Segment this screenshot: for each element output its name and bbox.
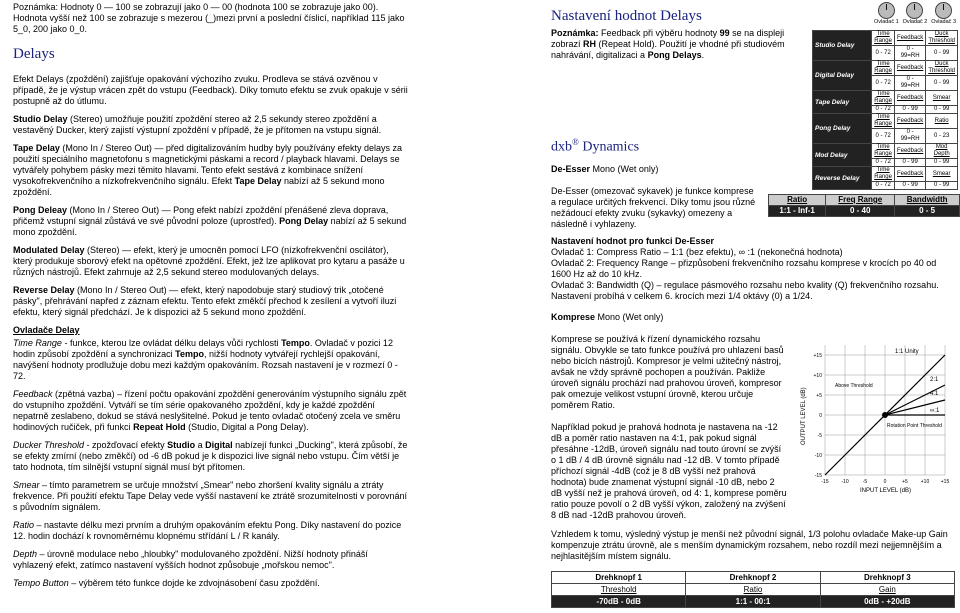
reverse-delay-paragraph: Reverse Delay (Mono In / Stereo Out) — efekt, který napodobuje starý studiový trik „otočené pásky", přehrávání napřed z záznam efektu. Tento efekt změkčí přechod k zesílení a vytvoří iluzi efektu, který signál předchází. Je k dispozici až 5 sekund mono zpoždění. [13,285,397,317]
compressor-knob-table: Drehknopf 1 Drehknopf 2 Drehknopf 3 Threshold Ratio Gain -70dB - 0dB 1:1 - 00:1 0dB - +20dB [551,571,955,608]
delay-param-label: Time Range [872,31,895,46]
knob-icon [935,2,952,19]
delay-param-label: Time Range [872,167,895,182]
delay-param-value: 0 - 99=RH [894,46,925,61]
svg-text:-5: -5 [862,479,868,485]
delays-heading: Delays [13,46,55,62]
delay-param-value: 0 - 99 [894,159,925,167]
left-column [13,0,410,589]
delay-param-value: 0 - 99 [894,106,925,114]
svg-text:-5: -5 [817,433,822,439]
delay-param-label: Smear [926,167,958,182]
delay-param-value: 0 - 99 [926,106,958,114]
svg-text:+15: +15 [813,353,822,359]
delay-table-row [813,144,958,159]
rotation-point [882,412,888,418]
unity-label: 1:1 Unity [895,349,919,355]
compression-graph [795,335,957,495]
studio-delay-term: Studio Delay [13,114,68,124]
delay-param-label: Duck Threshold [926,31,958,46]
delay-param-label: Smear [926,91,958,106]
svg-text:0: 0 [883,479,887,485]
delay-param-value: 0 - 99 [894,182,925,190]
svg-text:-15: -15 [814,473,822,479]
delay-param-value: 0 - 72 [872,106,895,114]
delay-table-row [813,31,958,46]
delay-param-label: Time Range [872,114,895,129]
delays-settings-title: Nastavení hodnot Delays [551,8,702,24]
delays-settings-header: Nastavení hodnot Delays Poznámka: Feedback při výběru hodnoty 99 se na displeji zobrazí RH (Repeat Hold). Použití je vhodné při studiovém nahrávání, digitalizaci a Pong Delays. [551,8,811,61]
deesser-settings: Nastavení hodnot pro funkci De-Esser Ovladač 1: Compress Ratio – 1:1 (bez efektu), ∞ :1 (nekonečná hodnota) Ovladač 2: Frequency Range – přizpůsobení frekvenčního rozsahu komprese v krocích po 40 od 1600 Hz až do 10 kHz. Ovladač 3: Bandwidth (Q) – regulace pásmového rozsahu nebo kvality (Q) frekvenčního rozsahu. Nastavení probíhá v celkem 6. krocích mezi 1/4 oktávy (0) a 1/24. Komprese Mono (Wet only) [551,236,939,322]
deesser-table: Ratio Freq Range Bandwidth 1:1 - Inf-1 0 - 40 0 - 5 [768,194,960,217]
delay-param-value: 0 - 23 [926,129,958,144]
delay-param-label: Mod Depth [926,144,958,159]
delay-param-label: Ratio [926,114,958,129]
depth-paragraph: Depth – úrovně modulace nebo „hloubky" modulovaného zpoždění. Nižší hodnoty přináší vyhlazený efekt, zatímco nastavení vyšších hodnot způsobuje „mořskou nemoc". [13,549,368,570]
smear-paragraph: Smear – tímto parametrem se určuje množství „Smear" nebo zhoršení kvality signálu a ztráty frekvence. Při použití efektu Tape Delay vede vyšší nastavení ke ztrátě srozumitelnosti v porovnání s původním signálem. [13,480,408,512]
svg-text:Rotation Point Threshold: Rotation Point Threshold [887,423,942,429]
ducker-paragraph: Ducker Threshold - zpožďovací efekty Studio a Digital nabízejí funkci „Ducking", která způsobí, že se efekty zmírní (nebo změkčí) od -6 dB pokud je k dispozici live signál nebo vstupu. Čím větší je tato hodnota, tím silnější vstupní signál musí být přítomen. [13,440,408,472]
tape-delay-paragraph: Tape Delay (Mono In / Stereo Out) — před digitalizováním hudby byly používány efekty delays za použití speciálního magnetofonu s magnetickými páskami a record / playback hlavami. Delays se vytvářely pohybem pásky mezi těmito hlavami. Tento efekt sestává z kombinace snížení vysokofrekvenčního a nízkofrekvenčního signálu. Efekt Tape Delay nabízí až 5 sekund mono zpoždění. [13,143,403,197]
knob-icon [906,2,923,19]
feedback-paragraph: Feedback (zpětná vazba) – řízení počtu opakování zpoždění generováním výstupního signálu zpět do vstupního zpoždění. Vytváří se tím série opakovaného zpoždění, kdy je každé zpoždění nepatrně zeslabeno, dokud se stává neslyšitelné. Pokud je tento ovladač otočený zcela ve směru hodinových ručiček, při funkci Repeat Hold (Studio, Digital a Pong Delay). [13,389,407,432]
delay-table-row [813,91,958,106]
delay-param-value: 0 - 72 [872,76,895,91]
delay-type-label: Digital Delay [813,61,872,91]
pong-delay-paragraph: Pong Deleay (Mono In / Stereo Out) — Pong efekt nabízí zpoždění přenášené zleva doprava, přičemž vstupní signál zůstává ve své původní poloze (uprostřed). Pong Delay nabízí až 5 sekund mono zpoždění. [13,205,407,237]
svg-text:+5: +5 [816,393,822,399]
value-format-note: Poznámka: Hodnoty 0 — 100 se zobrazují jako 0 — 00 (hodnota 100 se zobrazuje jako 00). Hodnota vyšší než 100 se zobrazuje s mezerou (_)mezi první a poslední číslicí, například 115 jako 5_0, 200 jako 0_0. [13,2,405,34]
studio-delay-paragraph: Studio Delay (Stereo) umožňuje použití zpoždění stereo až 2,5 sekundy stereo zpoždění a vestavěný Ducker, který zajistí výstupní zpoždění v případě, že je přítomen na vstupu signál. [13,114,382,135]
knob-icon [878,2,895,19]
knob-labels: Ovladač 1 Ovladač 2 Ovladač 3 [873,19,957,25]
delay-param-label: Feedback [894,61,925,76]
delay-type-label: Reverse Delay [813,167,872,190]
delay-param-label: Time Range [872,144,895,159]
svg-text:Above Threshold: Above Threshold [835,383,873,389]
delay-param-label: Time Range [872,91,895,106]
svg-text:+5: +5 [902,479,908,485]
delay-param-label: Feedback [894,114,925,129]
delay-param-value: 0 - 99 [926,159,958,167]
svg-text:-10: -10 [841,479,849,485]
delay-param-value: 0 - 99 [926,182,958,190]
delay-settings-table [812,30,958,190]
svg-text:2:1: 2:1 [930,377,939,383]
svg-text:+10: +10 [813,373,822,379]
svg-text:4:1: 4:1 [930,391,939,397]
delay-type-label: Tape Delay [813,91,872,114]
delay-param-label: Feedback [894,167,925,182]
delay-settings-figure [812,2,958,190]
delay-param-value: 0 - 99=RH [894,76,925,91]
y-axis-label: OUTPUT LEVEL (dB) [801,387,807,445]
delay-param-value: 0 - 99=RH [894,129,925,144]
delay-param-value: 0 - 72 [872,159,895,167]
delay-param-label: Feedback [894,31,925,46]
x-axis-label: INPUT LEVEL (dB) [860,488,912,494]
delay-param-value: 0 - 72 [872,129,895,144]
delay-param-label: Time Range [872,61,895,76]
delays-intro: Efekt Delays (zpoždění) zajišťuje opakování výchozího zvuku. Prodleva se stává ozvěnou v případě, že je výstup vrácen zpět do vstupu (Feedback). Díky tomuto efektu se zvuk opakuje v sérii postupně až do útlumu. [13,74,408,106]
deesser-intro: De-Esser Mono (Wet only) De-Esser (omezovač sykavek) je funkce komprese a regulace určitých frekvencí. Díky tomu jsou různé nežádoucí efekty zvuku (sykavky) omezeny a následně i vyhlazeny. [551,164,756,229]
knob-row [812,2,958,19]
tempo-button-paragraph: Tempo Button – výběrem této funkce dojde ke zdvojnásobení času zpoždění. [13,578,320,588]
time-range-paragraph: Time Range - funkce, kterou lze ovládat délku delays vůči rychlosti Tempo. Ovladač v pozici 12 hodin způsobí zpoždění a synchronizaci Tempo, nižší hodnoty vytvářejí rychlejší opakování, navýšení hodnoty prodlužuje dobu mezi každým opakováním. Rozsah nastavení je v rozmezí 0 - 72. [13,338,398,381]
delay-type-label: Studio Delay [813,31,872,61]
delay-param-value: 0 - 99 [926,76,958,91]
mod-delay-paragraph: Modulated Delay (Stereo) — efekt, který je umocněn pomocí LFO (nízkofrekvenční oscilátor), který produkuje sborový efekt na opětovné zpoždění. Efekt, jež lze aplikovat pro kytaru a pasáže u různých nástrojů. Efekt zahrnuje až 2,5 sekund stereo modulovaných delays. [13,245,405,277]
komprese-conclusion: Vzhledem k tomu, výsledný výstup je menší než původní signál, 1/3 polohu ovladače Make-up Gain kompenzuje ztrátu úrovně, ale s menším dynamickým rozsahem, nebo rozdíl mezi nejjemnějším a nejhlasitějším místem signálu. [551,529,948,561]
komprese-text: Komprese se používá k řízení dynamického rozsahu signálu. Obvykle se tato funkce používá pro uhlazení basů nebo bicích nástrojů. Kompresor je velmi užitečný nástroj, avšak ne vždy správně pochopen a používán. Pakliže úroveň signálu prochází nad prahovou úroveň, kompresor pak omezuje velikost vstupní úrovně, kterou určuje poměrem Ratio. Například pokud je prahová hodnota je nastavena na -12 dB a poměr ratio nastaven na 4:1, pak pokud signál přesáhne -12dB, úroveň signálu nad touto úrovní se zvýší o 1 dB / 4 dB úrovně signálu nad -12 dB. V tomto případě příchozí signál -4dB (což je 8 dB vyšší než prahová hodnota) bude znamenat výstupní signál -10 dB, nebo 2 dB vyšší než je prahová úroveň, od 4: 1, komprese poměru ratio pouze povolí o 2 dB vyšší výkon, založený na zvýšení 8 dB nad -12dB prahovou úroveň. [551,334,787,520]
delay-param-label: Feedback [894,91,925,106]
svg-text:-10: -10 [814,453,822,459]
svg-text:-15: -15 [821,479,829,485]
ratio-paragraph: Ratio – nastavte délku mezi prvním a druhým opakováním efektu Pong. Díky nastavení do pozice 12. hodin dochází k rovnoměrnému klopnému střídání L / R kanály. [13,520,402,541]
delay-param-label: Duck Threshold [926,61,958,76]
delay-param-value: 0 - 99 [926,46,958,61]
dxb-dynamics-title: dxb® Dynamics [551,137,640,155]
delay-param-label: Feedback [894,144,925,159]
delay-param-value: 0 - 72 [872,182,895,190]
delay-table-row [813,61,958,76]
delay-table-row [813,167,958,182]
delay-type-label: Pong Delay [813,114,872,144]
delay-table-row [813,114,958,129]
svg-text:∞:1: ∞:1 [930,408,940,414]
svg-text:+15: +15 [940,479,950,485]
svg-text:+10: +10 [920,479,930,485]
delay-param-value: 0 - 72 [872,46,895,61]
ovladace-heading: Ovladače Delay [13,325,80,335]
svg-text:0: 0 [819,413,822,419]
delay-type-label: Mod Delay [813,144,872,167]
